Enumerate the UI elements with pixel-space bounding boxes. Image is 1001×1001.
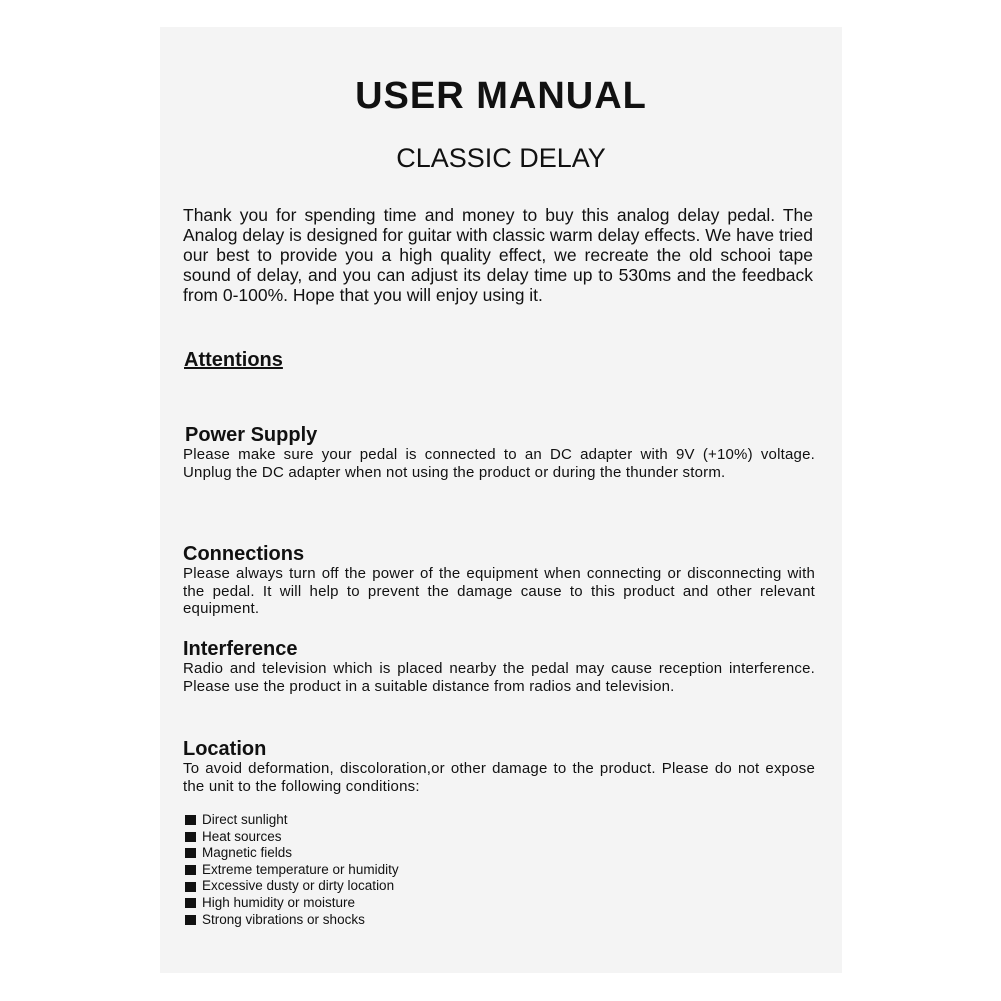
square-bullet-icon: [185, 898, 196, 908]
condition-label: Magnetic fields: [202, 845, 293, 861]
square-bullet-icon: [185, 848, 196, 858]
manual-page: [160, 27, 842, 973]
square-bullet-icon: [185, 915, 196, 925]
connections-text: Please always turn off the power of the equipment when connecting or disconnecting with the pedal. It will help to prevent the damage cause to this product and other relevant equipment.: [183, 565, 815, 617]
connections-heading: Connections: [183, 543, 305, 565]
list-item: [185, 845, 399, 862]
list-item: [185, 812, 399, 829]
power-supply-text: Please make sure your pedal is connected to an DC adapter with 9V (+10%) voltage. Unplug the DC adapter when not using the product or during the thunder storm.: [183, 446, 815, 481]
page-title: USER MANUAL: [355, 75, 647, 117]
interference-section: [183, 638, 815, 695]
square-bullet-icon: [185, 882, 196, 892]
intro-paragraph: Thank you for spending time and money to buy this analog delay pedal. The Analog delay is designed for guitar with classic warm delay effects. We have tried our best to provide you a high quality effect, we recreate the old schooi tape sound of delay, and you can adjust its delay time up to 530ms and the feedback from 0-100%. Hope that you will enjoy using it.: [183, 205, 813, 305]
condition-label: Direct sunlight: [202, 812, 288, 827]
condition-label: Strong vibrations or shocks: [202, 911, 365, 927]
power-supply-section: [183, 424, 815, 481]
connections-section: [183, 543, 815, 618]
location-section: [183, 738, 815, 795]
list-item: [185, 895, 399, 912]
interference-heading: Interference: [183, 638, 298, 660]
square-bullet-icon: [185, 832, 196, 842]
square-bullet-icon: [185, 815, 196, 825]
location-heading: Location: [183, 738, 267, 760]
list-item: [185, 862, 399, 879]
condition-label: High humidity or moisture: [202, 894, 356, 910]
condition-label: Extreme temperature or humidity: [202, 861, 399, 877]
list-item: [185, 912, 399, 929]
condition-label: Heat sources: [202, 828, 282, 844]
conditions-list: [185, 812, 399, 928]
condition-label: Excessive dusty or dirty location: [202, 878, 395, 894]
attentions-heading: Attentions: [184, 349, 283, 371]
location-text: To avoid deformation, discoloration,or other damage to the product. Please do not expose the unit to the following conditions:: [183, 760, 815, 795]
page-subtitle: CLASSIC DELAY: [396, 143, 606, 173]
list-item: [185, 878, 399, 895]
interference-text: Radio and television which is placed nearby the pedal may cause reception interference. Please use the product in a suitable distance from radios and television.: [183, 660, 815, 695]
power-supply-heading: Power Supply: [185, 424, 318, 446]
square-bullet-icon: [185, 865, 196, 875]
list-item: [185, 829, 399, 846]
